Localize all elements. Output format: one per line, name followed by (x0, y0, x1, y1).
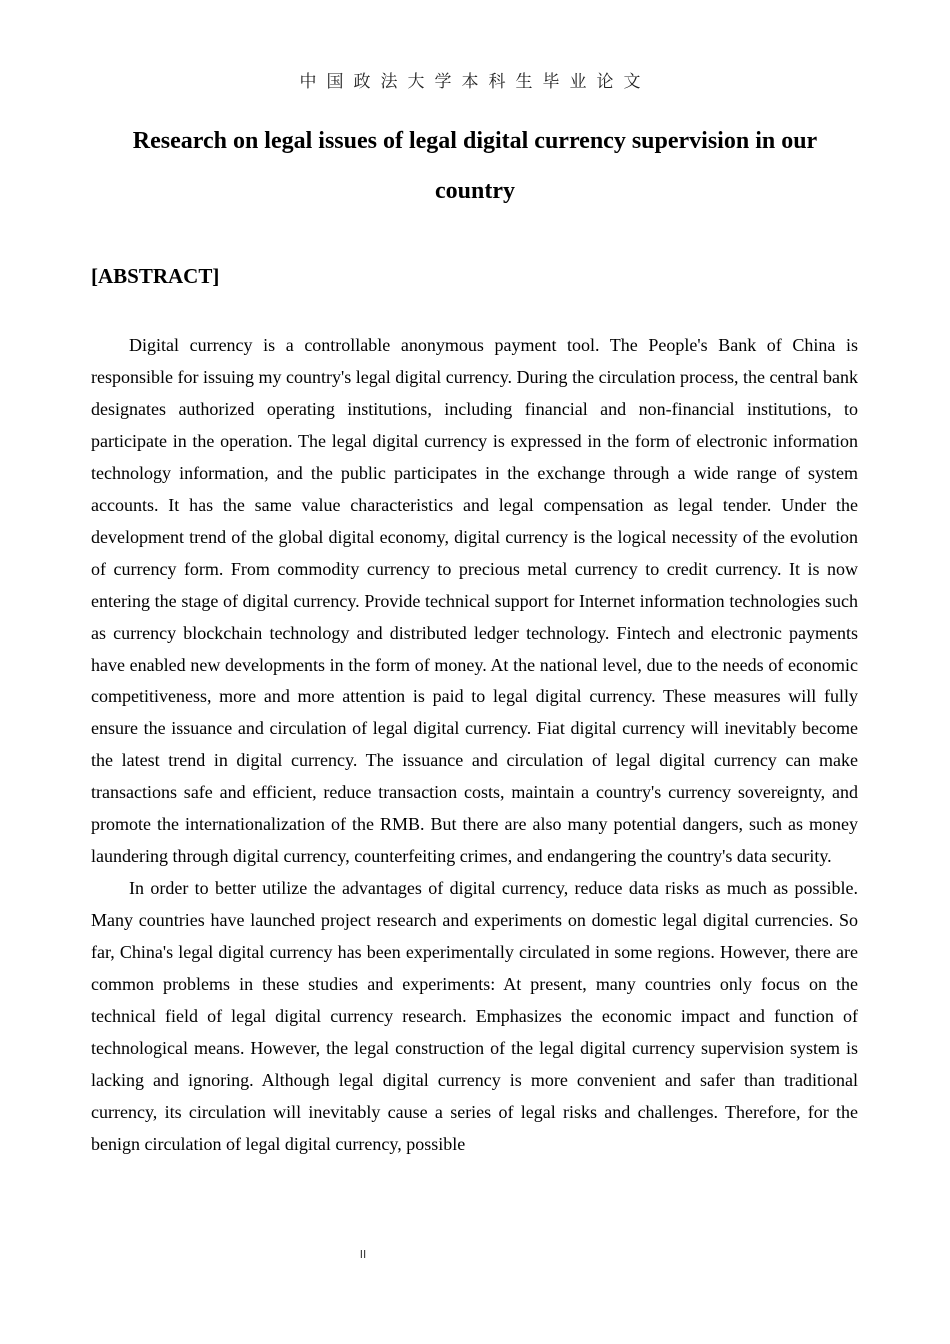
abstract-paragraph-2: In order to better utilize the advantages of digital currency, reduce data risks as much as possible. Many countries have launched project research and experiments on domestic legal digital currencies. So far, China's legal digital currency has been experimentally circulated in some regions. However, there are common problems in these studies and experiments: At present, many countries only focus on the technical field of legal digital currency research. Emphasizes the economic impact and function of technological means. However, the legal construction of the legal digital currency supervision system is lacking and ignoring. Although legal digital currency is more convenient and safer than traditional currency, its circulation will inevitably cause a series of legal risks and challenges. Therefore, for the benign circulation of legal digital currency, possible (91, 878, 858, 1154)
running-header: 中国政法大学本科生毕业论文 (299, 72, 651, 92)
abstract-paragraph-1: Digital currency is a controllable anonymous payment tool. The People's Bank of China is responsible for issuing my country's legal digital currency. During the circulation process, the central bank designates authorized operating institutions, including financial and non-financial institutions, to participate in the operation. The legal digital currency is expressed in the form of electronic information technology information, and the public participates in the exchange through a wide range of system accounts. It has the same value characteristics and legal compensation as legal tender. Under the development trend of the global digital economy, digital currency is the logical necessity of the evolution of currency form. From commodity currency to precious metal currency to credit currency. It is now entering the stage of digital currency. Provide technical support for Internet information technologies such as currency blockchain technology and distributed ledger technology. Fintech and electronic payments have enabled new developments in the form of money. At the national level, due to the needs of economic competitiveness, more and more attention is paid to legal digital currency. These measures will fully ensure the issuance and circulation of legal digital currency. Fiat digital currency will inevitably become the latest trend in digital currency. The issuance and circulation of legal digital currency can make transactions safe and efficient, reduce transaction costs, maintain a country's currency sovereignty, and promote the internationalization of the RMB. But there are also many potential dangers, such as money laundering through digital currency, counterfeiting crimes, and endangering the country's data security. (91, 335, 858, 867)
abstract-heading: [ABSTRACT] (91, 264, 220, 288)
page-number: II (359, 1248, 367, 1261)
abstract-body (91, 330, 858, 1226)
thesis-title: Research on legal issues of legal digital currency supervision in our country (132, 128, 818, 204)
